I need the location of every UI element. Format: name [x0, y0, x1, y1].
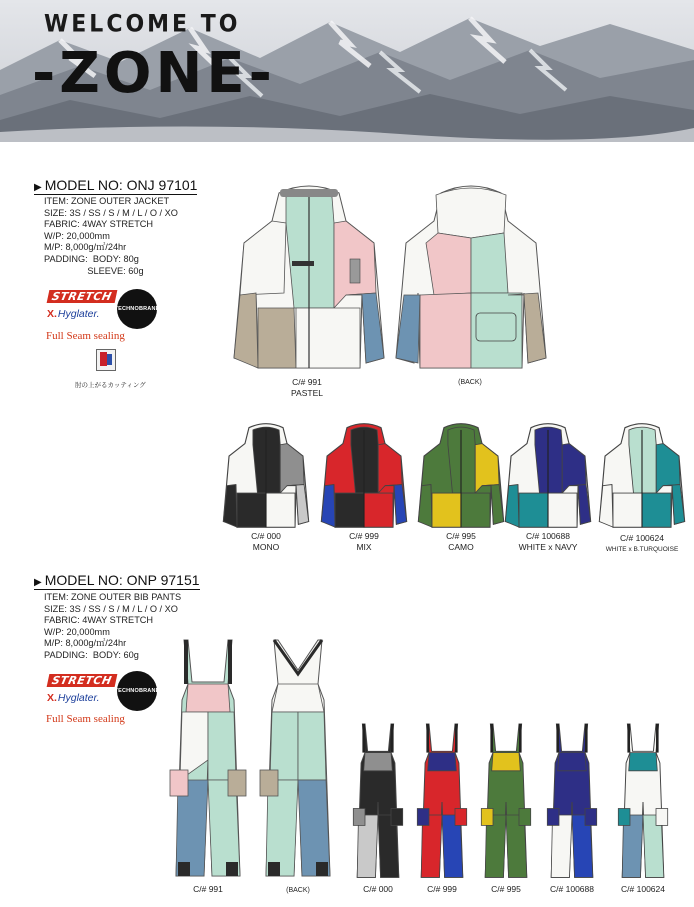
spec-padding-body: PADDING: BODY: 80g	[44, 253, 139, 264]
pants-variant-caption: C/# 995	[491, 884, 521, 894]
jacket-variant-code: C/# 995	[446, 531, 476, 541]
jacket-variant-illustration	[418, 422, 504, 530]
cutting-detail-image	[96, 349, 116, 371]
jacket-variant-caption	[251, 531, 281, 553]
seam-sealing-label: Full Seam sealing	[46, 713, 125, 725]
spec-item: ITEM: ZONE OUTER JACKET	[44, 196, 170, 206]
technobrane-logo: TECHNOBRANE	[117, 289, 157, 329]
pants-main-caption: C/# 991	[193, 884, 223, 894]
jacket-variant-caption	[349, 531, 379, 553]
pants-variant-illustration	[546, 724, 598, 880]
jacket-variant-colorname: CAMO	[448, 542, 474, 552]
pants-variant-illustration	[617, 724, 669, 880]
arm-cutting-icon	[97, 350, 115, 370]
jacket-main-code: C/# 991	[292, 377, 322, 387]
pants-variant-caption: C/# 100688	[550, 884, 594, 894]
spec-breathability: M/P: 8,000g/㎡/24hr	[44, 638, 127, 649]
seam-sealing-label: Full Seam sealing	[46, 330, 125, 342]
jacket-variant-colorname: WHITE x B.TURQUOISE	[605, 546, 679, 553]
jacket-variant-illustration	[599, 422, 685, 530]
jacket-main-colorname: PASTEL	[291, 388, 323, 398]
pants-back-caption: (BACK)	[286, 887, 310, 894]
spec-fabric: FABRIC: 4WAY STRETCH	[44, 219, 154, 230]
pants-variant-caption: C/# 100624	[621, 884, 665, 894]
technobrane-logo: TECHNOBRANE	[117, 671, 157, 711]
hyglater-logo: X.Hyglater.	[47, 692, 100, 704]
jacket-variant-illustration	[321, 422, 407, 530]
jacket-variant-code: C/# 999	[349, 531, 379, 541]
spec-waterproof: W/P: 20,000mm	[44, 626, 110, 637]
pants-model-number: MODEL NO: ONP 97151	[44, 572, 200, 588]
spec-padding-body: PADDING: BODY: 60g	[44, 649, 139, 660]
jacket-front-illustration	[234, 183, 384, 373]
jacket-variant-caption	[606, 533, 679, 555]
hyglater-logo: X.Hyglater.	[47, 308, 100, 320]
pants-variant-illustration	[480, 724, 532, 880]
pants-front-illustration	[168, 640, 248, 880]
spec-waterproof: W/P: 20,000mm	[44, 230, 110, 241]
spec-fabric: FABRIC: 4WAY STRETCH	[44, 615, 154, 626]
brand-logo: -ZONE-	[32, 41, 276, 106]
arrow-right-icon: ▶	[34, 577, 42, 588]
jacket-variant-caption	[446, 531, 476, 553]
pants-spec-list	[44, 592, 181, 662]
jacket-variant-colorname: MONO	[252, 542, 280, 552]
jacket-variant-caption	[519, 531, 578, 553]
arrow-right-icon: ▶	[34, 182, 42, 193]
spec-breathability: M/P: 8,000g/㎡/24hr	[44, 242, 127, 253]
pants-model-title	[34, 572, 200, 590]
jacket-back-illustration	[396, 183, 546, 373]
jacket-variant-illustration	[223, 422, 309, 530]
pants-variant-caption: C/# 000	[363, 884, 393, 894]
jacket-model-title	[34, 177, 197, 195]
x-mark-icon: X.	[47, 308, 57, 320]
pants-back-illustration	[258, 640, 338, 880]
spec-size: SIZE: 3S / SS / S / M / L / O / XO	[44, 207, 178, 218]
jacket-model-number: MODEL NO: ONJ 97101	[44, 177, 198, 193]
pants-variant-caption: C/# 999	[427, 884, 457, 894]
jacket-main-caption	[291, 377, 323, 399]
pants-variant-illustration	[352, 724, 404, 880]
jacket-variant-code: C/# 100688	[526, 531, 570, 541]
jacket-variant-code: C/# 000	[251, 531, 281, 541]
header-banner	[0, 0, 694, 142]
stretch-logo: STRETCH	[47, 674, 117, 687]
spec-item: ITEM: ZONE OUTER BIB PANTS	[44, 592, 182, 602]
jacket-variant-colorname: MIX	[356, 542, 372, 552]
pants-variant-illustration	[416, 724, 468, 880]
cutting-caption: 肘の上がるカッティング	[75, 382, 146, 389]
stretch-logo: STRETCH	[47, 290, 117, 303]
spec-size: SIZE: 3S / SS / S / M / L / O / XO	[44, 603, 178, 614]
jacket-variant-code: C/# 100624	[620, 533, 664, 543]
jacket-variant-colorname: WHITE x NAVY	[518, 542, 578, 552]
x-mark-icon: X.	[47, 692, 57, 704]
welcome-text: WELCOME TO	[44, 10, 241, 39]
jacket-spec-list	[44, 196, 178, 277]
spec-padding-sleeve: SLEEVE: 60g	[44, 265, 144, 276]
jacket-variant-illustration	[505, 422, 591, 530]
jacket-back-caption: (BACK)	[458, 379, 482, 386]
